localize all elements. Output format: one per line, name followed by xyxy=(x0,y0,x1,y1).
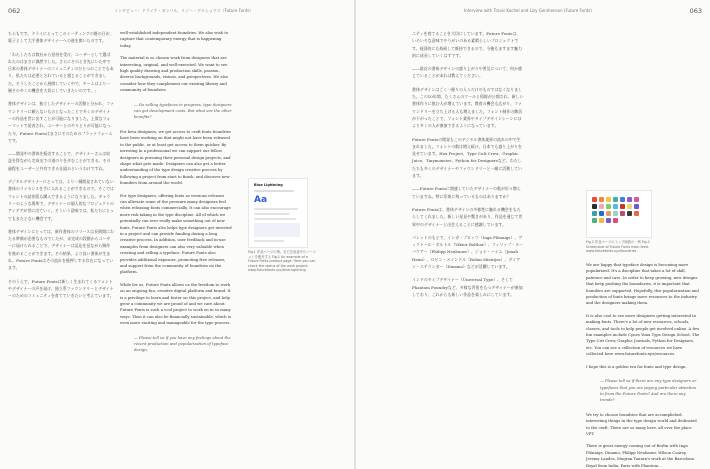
foundry-thumbnail xyxy=(613,211,618,216)
paragraph: The material is so chosen work from designers that are interesting, original, and well-executed. We want to see high quality drawing and production skills, passion, diverse backgrounds, visions, and perspectives. We also consider how they complement our existing library and community of foundries. xyxy=(120,55,229,93)
foundry-thumbnail xyxy=(592,211,597,216)
foundry-thumbnail xyxy=(599,204,604,209)
paragraph: デジタルデザイナーにとっては、より一層開発されていない書体のライセンスを手に入れることができるので、そこではフォントの試作版も購入できるようになりました。ギャラリーのような場所で、デザイナーの個人的なプロジェクトのアイデアが世に出ていく。そういう意味では、私たちにとってもまたとない機会です。 xyxy=(8,179,114,221)
pull-quote: — Please tell us if there are any type designers or typefaces that you are paying particular attention to from the Future Fonts? And are there any trends? xyxy=(600,378,697,403)
foundry-thumbnail xyxy=(627,204,632,209)
figure-line xyxy=(254,213,290,215)
figure-product-page xyxy=(248,178,308,248)
foundry-thumbnail xyxy=(634,197,639,202)
foundry-thumbnail xyxy=(592,204,597,209)
paragraph: 「わたしたちは数社から招待を受け、ユーザーとして選ばれたのはまさに偶然でした。さらにそのとき先にいた中で日本の書体デザイナーのコミュニティのひとつのことでもあり、私たちは必要とされていると感じることができました。そうしたことから展開していく中で、チームはより一層その多くの機会を大切にしていきたいのです。」 xyxy=(8,51,114,94)
paragraph: パレットのもとで、インガ・プロッツ（Inga Plönnigs）、ヴィクトール・ボルトル（Viktor Bolthor）、フィリップ・ヌーバウアー（Philipp Neubauer）、ジョナ・ハイム（Jonah Heim）、ロビン・メインドル（Robin Mientjes）、ダイアン・ステランガー（Dinamo）などが活躍しています。 xyxy=(412,234,523,270)
foundry-thumbnail xyxy=(613,218,618,223)
figure-line xyxy=(254,208,298,210)
foundry-thumbnail xyxy=(620,204,625,209)
paragraph: 書体デザインは、独立したデザイナーの活動と分かれ、ファウンドリーに頼らないものとなったことで多くのデザイナーの作品を世に出すことが可能になりました。上質なフォーマットで発表され、ユーザーとのやりとりが可能になった今、Future Fontsはまさにそのためのプラットフォームです。 xyxy=(8,101,115,143)
paragraph: We try to choose foundries that are accomplished, interesting things in the type design world and dedicated to the craft. There are so many here, all over the place VPT. xyxy=(586,411,697,436)
figure-specimen: Aa xyxy=(254,195,268,205)
foundry-thumbnail xyxy=(606,211,611,216)
paragraph: Future Fontsの開発もこのデジタル書体業界の流れの中で生まれました。フォントの数は増え続け、日本でも盛り上がりを見せています。Hex Project、Type Cult Crew、Graphic Juice、Tinymonster、Python for Designersなど、わたしたちも多くのデザイナーやファウンドリーと一緒に活動しています。 xyxy=(412,136,522,179)
paragraph: For beta designers, we get access to craft fonts foundries have been working on that might not have been released to the public, or at least get access to them quicker. By investing in a professional we can support our fellow designers in pursuing their personal design projects, and shape what gets made. Designers can also get a better understanding of the type design creative process by following a project from start to finish, and discover new founders from around the world. xyxy=(120,128,231,186)
figure-caption-left: Fig.1 作品ページの例。まだ完成途中のバージョンを販売する Fig.1 An example of a Future Fonts product page. Here you can check the status of the work project. www.futurefonts.xyz/blue-lightning xyxy=(248,250,317,273)
paragraph: ニティを育てることを大切にしています。Future Fontsは、いろいろな意味でやりがいのある素晴らしいプロジェクトです。経済的にも持続して維持できるので、今後もますます魅力的に成長していくはずです。 xyxy=(412,31,522,58)
page-number-right: 063 xyxy=(689,7,702,15)
english-column-right xyxy=(586,262,700,468)
figure-line xyxy=(254,218,296,220)
foundry-thumbnail xyxy=(627,211,632,216)
page-number-left: 062 xyxy=(8,7,21,15)
foundry-thumbnail xyxy=(606,218,611,223)
foundry-thumbnail xyxy=(620,197,625,202)
foundry-thumbnail xyxy=(634,211,639,216)
foundry-thumbnail xyxy=(592,197,597,202)
right-page xyxy=(356,0,710,469)
paragraph: そのうえで、Future Fontsは新しく生まれてくるフォントやデザイナーの声を届け、独立系ファウンドリーとデザイナーのためのコミュニティを育てていきたいと考えています。 xyxy=(8,278,114,299)
figure-caption-right: Fig.2 作品ページのトップ画面の一例 Fig.2 Screenshot of Future Fonts main feed. www.futurefonts.xyz/foundries xyxy=(586,240,650,254)
paragraph: For type designers, offering fonts as versions releases can alleviate some of the pressure many designers feel when releasing fonts commercially. It can also encourage more risk taking in the type discipline. All of which we potentially can ever really make something out of new fonts. Future Fonts also helps type designers get invested in a project and can provide funding during a long creative process. In addition, user feedback and in-use examples from designers can also very valuable when creating and selling a typeface. Future Fonts also provides additional exposure, promoting free releases, and support from the community of foundries on the platform. xyxy=(120,192,232,275)
paragraph: It is also cool to see more designers getting interested in making fonts. There's a lot of new resources, schools, classes, and tools to help people get involved online. A few fun examples include Cynes Yuna Type Design School, The Type Crit Crew, Graphic Journals, Python for Designers, etc. You can see a collection of resources we have collected here www.futurefonts.xyz/resources. xyxy=(586,312,700,357)
foundry-thumbnail xyxy=(620,211,625,216)
paragraph-quote: ――Future Fontsに関連していたデザイナーの数が年々増えていますね。特に印象に残っているものはありますか？ xyxy=(412,186,521,199)
figure-line xyxy=(254,190,294,192)
figure-line xyxy=(254,240,284,242)
paragraph-quote: ――開発中の書体を販売することで、デザイナーさんは収益を得ながら完成までの道のりを歩むことができる。その過程をユーザーと共有できる仕組みというわけですね。 xyxy=(8,151,111,171)
paragraph: インドのタイプデザイナー（Universal Type）、そしてPhantom Foundryなど、多様な背景をもつデザイナーが参加しており、これからも新しい作品を楽しみにしています。 xyxy=(412,277,523,297)
paragraph: While for us, Future Fonts allows us the freedom to work on an ongoing fun, creative digital platform and brand. It is a privilege to learn and foster on this project, and help grow a community we are proud of and we care about. Future Fonts is such a cool project to work on in so many ways. Then it can also be financially sustainable, which is even more exciting and manageable for the type process. xyxy=(120,281,231,326)
figure-content xyxy=(249,179,307,249)
paragraph: There is great energy coming out of Berlin with Inga Plönnigs, Dinamo, Philipp Neubauer, Wilson Conroy, Jeremy Landes, Mugran Tauran's work at the Barcelona Royal from India, Paris with Phantom... xyxy=(586,443,694,468)
foundry-thumbnail xyxy=(599,197,604,202)
running-head-right: Interview with Travis Kochel and Lizy Gershenson (Future Fonts) xyxy=(464,8,592,13)
japanese-column-left xyxy=(8,30,114,462)
foundry-thumbnail xyxy=(634,204,639,209)
foundry-thumbnail xyxy=(599,211,604,216)
paragraph: I hope this is a golden era for fonts and type design. xyxy=(586,363,687,369)
foundry-thumbnail xyxy=(627,197,632,202)
foundry-thumbnail xyxy=(592,218,597,223)
paragraph: 書体デザインにとっては、新作書体のリリースは長期間にわたる準備が必要なものでしたが、未完成の段階からユーザーに届けられることで、デザイナーは反応を見ながら制作を進めることができます。その結果、より良い書体が生まれ、Future Fontsはその流れを後押しする存在になっています。 xyxy=(8,228,114,271)
pull-quote: — Please tell us if you have any feelings about the recent production and popularization of typeface design. xyxy=(134,334,231,353)
figure-main-feed xyxy=(586,190,652,238)
left-page xyxy=(0,0,354,469)
running-head-left: インタビュー：ドライケ・ガンバル、リジー・グルショワス（Future Fonts） xyxy=(114,8,254,13)
figure-preview-block xyxy=(254,223,300,237)
foundry-thumbnail xyxy=(613,204,618,209)
foundry-thumbnail xyxy=(613,197,618,202)
figure-title: Blue Lightning xyxy=(254,183,283,187)
japanese-column-right xyxy=(412,30,524,462)
foundry-thumbnail xyxy=(599,218,604,223)
foundry-thumbnail xyxy=(606,204,611,209)
paragraph: 書体デザインはごく一握りの人々だけのものではなくなりました。この10年間、たくさんのツールと情報が公開され、新しい書体作りに挑む人が増えています。教育の機会も広がり、ファウンドリーを立ち上げる人も増えました。フォント制作の敷居が下がったことで、フォント業界やタイプデザインシーンにはより多くの人が参加できるようになっています。 xyxy=(412,86,524,129)
paragraph: ちらもです。ドライにとってこのミーティングの後の日が、電子として大手書体デザイナーへの道を開いたのです。 xyxy=(8,31,114,44)
english-column-left xyxy=(120,30,232,462)
paragraph: Future Fontsは、書体デザインの多様性に触れる機会をもたらしてくれました。新しい発見や驚きがあり、作品を通じて世界中のデザイナーと出会えることに感謝しています。 xyxy=(412,206,523,227)
paragraph: We are happy that typeface design is becoming more popularized. It's a discipline that takes a lot of skill, patience and care. In order to keep growing, new designs that keep pushing the boundaries, it is important that founders are supported. Hopefully, this popularization and production of fonts brings more resources to the industry and the designers making them. xyxy=(586,262,699,306)
paragraph-quote: ――最近の書体デザインの盛り上がりや普及について、何か感じていることがあれば教えてください。 xyxy=(412,66,522,79)
paragraph: well-established independent foundries. We also wish to capture that contemporary energy that is happening today. xyxy=(120,30,229,48)
pull-quote: — Do selling typefaces in progress, type designers can get development costs. But what are the other benefits? xyxy=(134,101,232,120)
foundry-thumbnail xyxy=(606,197,611,202)
